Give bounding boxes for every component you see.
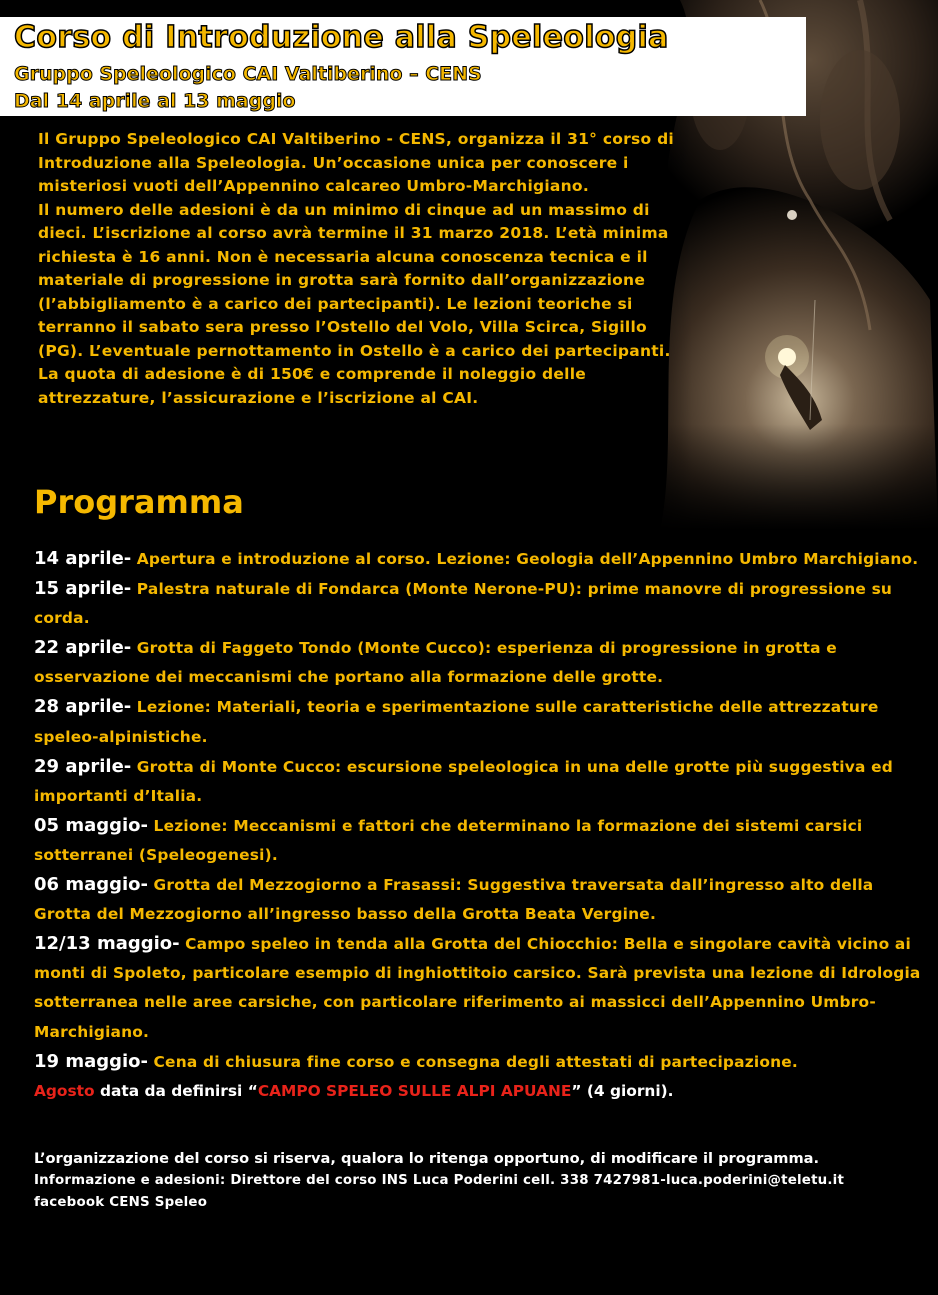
disclaimer-note: L’organizzazione del corso si riserva, qualora lo ritenga opportuno, di modificare il programma. bbox=[34, 1150, 820, 1167]
list-item bbox=[34, 811, 934, 870]
program-date: 19 maggio- bbox=[34, 1050, 148, 1072]
program-date: 14 aprile- bbox=[34, 548, 132, 569]
intro-paragraph: La quota di adesione è di 150€ e comprende il noleggio delle attrezzature, l’assicurazione e l’iscrizione al CAI. bbox=[38, 365, 587, 407]
footer bbox=[34, 1147, 938, 1214]
program-description: Grotta di Monte Cucco: escursione speleologica in una delle grotte più suggestiva ed importanti d’Italia. bbox=[34, 757, 894, 805]
program-date: 29 aprile- bbox=[34, 755, 132, 777]
contact-info: Informazione e adesioni: Direttore del corso INS Luca Poderini cell. 338 7427981-luca.poderini@teletu.it bbox=[34, 1173, 845, 1188]
list-item bbox=[34, 692, 934, 751]
program-description: Campo speleo in tenda alla Grotta del Chiocchio: Bella e singolare cavità vicino ai monti di Spoleto, particolare esempio di inghiottitoio carsico. Sarà prevista una lezione di Idrologia sotterranea nelle aree carsiche, con particolare riferimento ai massicci dell’Appennino Umbro-Marchigiano. bbox=[34, 935, 921, 1041]
program-description: Apertura e introduzione al corso. Lezione: Geologia dell’Appennino Umbro Marchigiano. bbox=[131, 550, 919, 568]
program-date: 15 aprile- bbox=[34, 578, 132, 600]
program-description: Grotta del Mezzogiorno a Frasassi: Suggestiva traversata dall’ingresso alto della Grotta del Mezzogiorno all’ingresso basso della Grotta Beata Vergine. bbox=[34, 876, 874, 924]
program-date: 22 aprile- bbox=[34, 637, 132, 659]
intro-paragraph: Il numero delle adesioni è da un minimo di cinque ad un massimo di dieci. L’iscrizione al corso avrà termine il 31 marzo 2018. L’età minima richiesta è 16 anni. Non è necessaria alcuna conoscenza tecnica e il materiale di progressione in grotta sarà fornito dall’organizzazione (l’abbigliamento è a carico dei partecipanti). Le lezioni teoriche si terranno il sabato sera presso l’Ostello del Volo, Villa Scirca, Sigillo (PG). L’eventuale pernottamento in Ostello è a carico dei partecipanti. bbox=[38, 200, 671, 360]
program-description: Grotta di Faggeto Tondo (Monte Cucco): esperienza di progressione in grotta e osservazione dei meccanismi che portano alla formazione delle grotte. bbox=[34, 639, 837, 687]
program-list bbox=[34, 544, 934, 1106]
program-description: Lezione: Meccanismi e fattori che determinano la formazione dei sistemi carsici sotterranei (Speleogenesi). bbox=[34, 816, 863, 864]
list-item bbox=[34, 633, 934, 692]
program-date: 28 aprile- bbox=[34, 696, 132, 718]
program-heading: Programma bbox=[34, 483, 244, 521]
program-description: Cena di chiusura fine corso e consegna degli attestati di partecipazione. bbox=[148, 1052, 798, 1071]
list-item bbox=[34, 929, 934, 1046]
august-event-name: CAMPO SPELEO SULLE ALPI APUANE bbox=[257, 1081, 572, 1100]
list-item bbox=[34, 544, 934, 574]
facebook-link: facebook CENS Speleo bbox=[34, 1195, 208, 1210]
august-text-after: ” (4 giorni). bbox=[571, 1081, 674, 1100]
august-text-before: data da definirsi “ bbox=[94, 1081, 258, 1100]
program-date: 06 maggio- bbox=[34, 874, 148, 896]
list-item bbox=[34, 752, 934, 811]
intro-text bbox=[38, 128, 678, 410]
program-date: 12/13 maggio- bbox=[34, 933, 180, 955]
august-event bbox=[34, 1077, 934, 1106]
list-item bbox=[34, 574, 934, 633]
course-dates: Dal 14 aprile al 13 maggio bbox=[14, 90, 296, 112]
program-description: Lezione: Materiali, teoria e sperimentazione sulle caratteristiche delle attrezzature speleo-alpinistiche. bbox=[34, 698, 879, 746]
intro-paragraph: Il Gruppo Speleologico CAI Valtiberino - CENS, organizza il 31° corso di Introduzione alla Speleologia. Un’occasione unica per conoscere i misteriosi vuoti dell’Appennino calcareo Umbro-Marchigiano. bbox=[38, 130, 674, 195]
august-month: Agosto bbox=[34, 1081, 95, 1100]
page-title: Corso di Introduzione alla Speleologia bbox=[14, 20, 669, 55]
organizer-subtitle: Gruppo Speleologico CAI Valtiberino – CENS bbox=[14, 63, 482, 85]
list-item bbox=[34, 1047, 934, 1077]
header-banner bbox=[0, 17, 806, 116]
program-date: 05 maggio- bbox=[34, 814, 148, 836]
list-item bbox=[34, 870, 934, 929]
program-description: Palestra naturale di Fondarca (Monte Nerone-PU): prime manovre di progressione su corda. bbox=[34, 580, 893, 628]
